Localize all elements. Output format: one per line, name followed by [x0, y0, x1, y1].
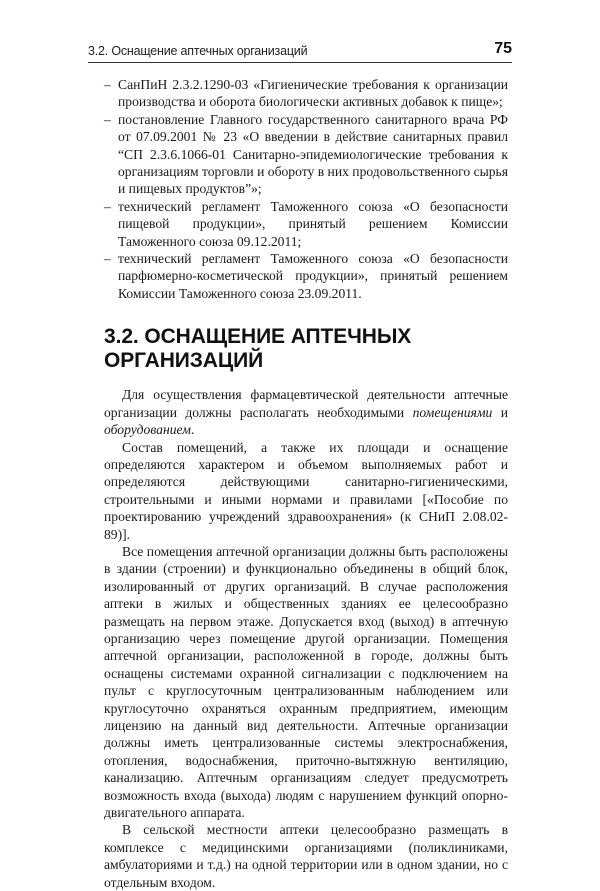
list-item	[104, 76, 508, 111]
list-item-text: СанПиН 2.3.2.1290-03 «Гигиенические требования к организации производства и оборота биологически активных добавок к пище»;	[118, 77, 508, 110]
section-heading: 3.2. ОСНАЩЕНИЕ АПТЕЧНЫХ ОРГАНИЗАЦИЙ	[104, 325, 412, 373]
list-item	[104, 198, 508, 250]
list-dash: –	[104, 198, 111, 214]
header-rule	[88, 62, 512, 63]
list-item	[104, 250, 508, 302]
running-header	[88, 40, 512, 58]
running-header-title: 3.2. Оснащение аптечных организаций	[88, 44, 308, 58]
page-body	[104, 76, 508, 891]
list-item-text: постановление Главного государственного санитарного врача РФ от 07.09.2001 № 23 «О введении в действие санитарных правил “СП 2.3.6.1066-01 Санитарно-эпидемиологические требования к организациям торговли и обороту в них продовольственного сырья и пищевых продуктов”»;	[118, 111, 508, 197]
paragraph-1-conjunction: и	[492, 404, 508, 420]
list-dash: –	[104, 251, 111, 267]
list-item	[104, 111, 508, 198]
regulations-list	[104, 76, 508, 302]
paragraph-3: Все помещения аптечной организации должны быть расположены в здании (строении) и функционально объединены в общий блок, изолированный от других организаций. В случае расположения аптеки в жилых и общественных зданиях ее целесообразно размещать на первом этаже. Допускается вход (выход) в аптечную организацию через помещение другой организации. Помещения аптечной организации, расположенной в городе, должны быть оснащены системами охранной сигнализации с подключением на пульт с круглосуточным централизованным наблюдением или круглосуточно охраняться охранным предприятием, имеющим лицензию на данный вид деятельности. Аптечные организации должны иметь централизованные системы электроснабжения, отопления, водоснабжения, приточно-вытяжную вентиляцию, канализацию. Аптечным организациям следует предусмотреть возможность входа (выхода) людям с нарушением функций опорно-двигательного аппарата.	[104, 543, 508, 821]
paragraph-4: В сельской местности аптеки целесообразно размещать в комплексе с медицинскими организациями (поликлиниками, амбулаториями и т.д.) на одной территории или в одном здании, но с отдельным входом.	[104, 822, 508, 890]
paragraph-1	[104, 386, 508, 438]
page-number: 75	[494, 40, 512, 57]
list-item-text: технический регламент Таможенного союза «О безопасности парфюмерно-косметической продукции», принятый решением Комиссии Таможенного союза 23.09.2011.	[118, 251, 508, 301]
list-dash: –	[104, 77, 111, 92]
paragraph-2: Состав помещений, а также их площади и оснащение определяются характером и объемом выполняемых работ и определяются действующими санитарно-гигиеническими, строительными и иными нормами и правилами [«Пособие по проектированию учреждений здравоохранения» (к СНиП 2.08.02-89)].	[104, 439, 508, 542]
paragraph-1-text: Для осуществления фармацевтической деятельности аптечные организации должны располагать необходимыми	[104, 387, 508, 420]
list-item-text: технический регламент Таможенного союза «О безопасности пищевой продукции», принятый решением Комиссии Таможенного союза 09.12.2011;	[118, 198, 508, 249]
list-dash: –	[104, 111, 111, 127]
emphasis-premises: помещениями	[412, 404, 493, 420]
emphasis-equipment: оборудованием	[104, 422, 191, 438]
paragraph-1-end: .	[190, 422, 195, 438]
